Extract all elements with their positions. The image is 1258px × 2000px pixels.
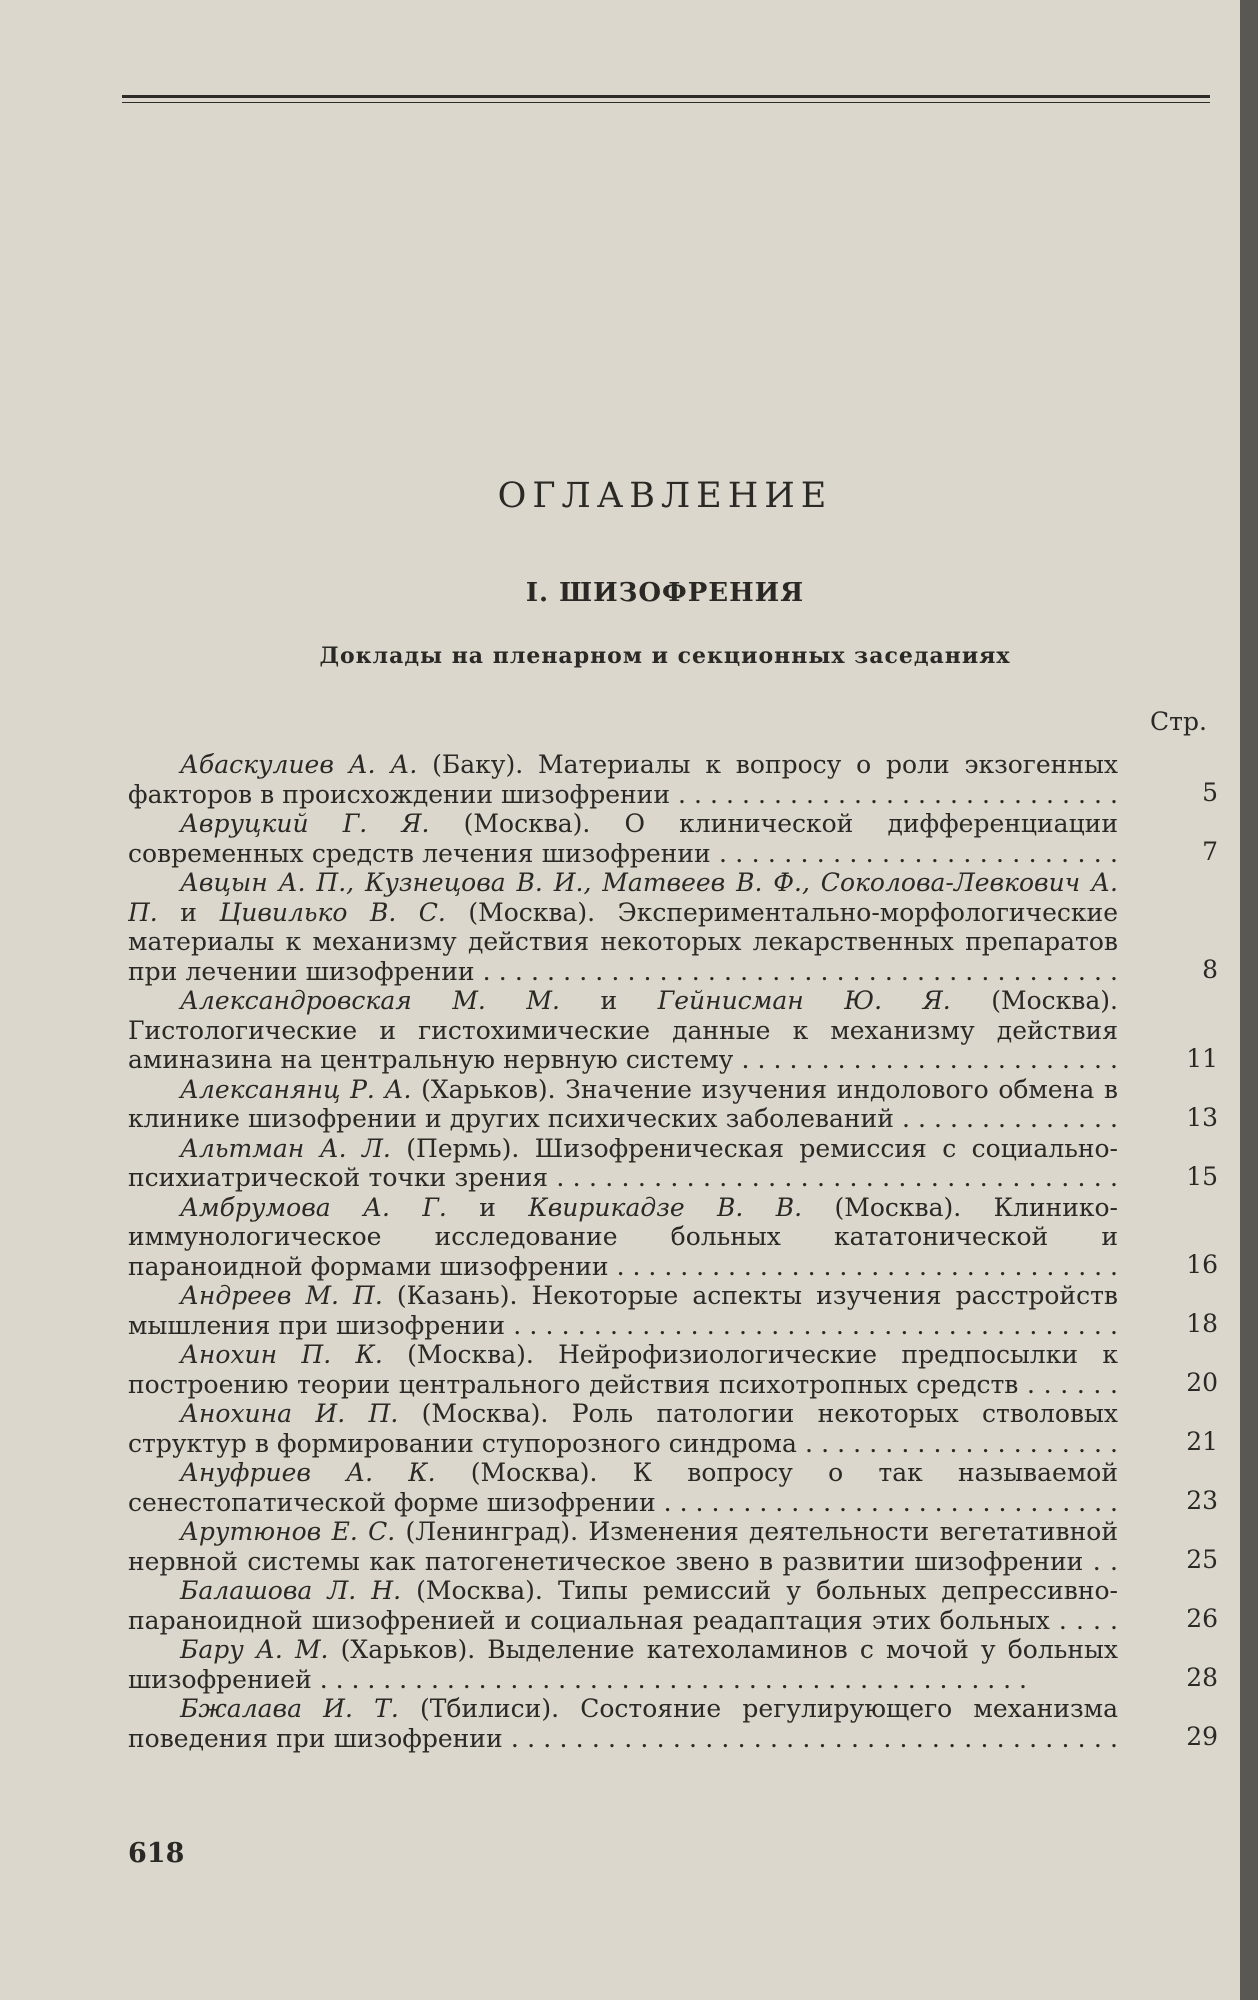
toc-entry-title: (Казань). Некоторые аспекты изучения расстройств мышления при шизофрении — [128, 1281, 1118, 1340]
toc-entry-authors: Абаскулиев А. А. — [180, 750, 418, 779]
toc-entry-page: 16 — [1186, 1250, 1218, 1279]
toc-entry-conjunction: и — [559, 986, 658, 1015]
toc-entry[interactable] — [128, 1193, 1218, 1282]
toc-entry-text — [128, 1075, 1118, 1134]
toc-entry-text — [128, 1281, 1118, 1340]
toc-entry[interactable] — [128, 1340, 1218, 1399]
toc-entry[interactable] — [128, 1576, 1218, 1635]
toc-entry-title: (Ленинград). Изменения деятельности вегетативной нервной системы как патогенетическое звено в развитии шизофрении — [128, 1517, 1118, 1576]
toc-entry-authors-2: Гейнисман Ю. Я. — [657, 986, 951, 1015]
toc-entry-text — [128, 1694, 1118, 1753]
toc-entry-title: (Москва). Клинико-иммунологическое исследование больных кататонической и параноидной формами шизофрении — [128, 1192, 1118, 1281]
toc-entry[interactable] — [128, 986, 1218, 1075]
header-rule-thin — [122, 102, 1210, 103]
toc-entry-page: 8 — [1202, 955, 1218, 984]
toc-entry-authors: Анохин П. К. — [180, 1340, 383, 1369]
toc-entry[interactable] — [128, 1134, 1218, 1193]
toc-entry-title: (Москва). Экспериментально-морфологические материалы к механизму действия некоторых лекарственных препаратов при лечении шизофрении — [128, 897, 1118, 986]
section-subtitle: Доклады на пленарном и секционных заседаниях — [319, 643, 1011, 669]
toc-entry-title: (Москва). Роль патологии некоторых стволовых структур в формировании ступорозного синдрома — [128, 1399, 1118, 1458]
toc-entry-page: 5 — [1202, 778, 1218, 807]
toc-entry-authors: Александровская М. М. — [180, 986, 560, 1015]
toc-entry[interactable] — [128, 1635, 1218, 1694]
toc-entry-title: (Харьков). Выделение катехоламинов с мочой у больных шизофренией — [128, 1635, 1118, 1694]
toc-entry-text — [128, 1134, 1118, 1193]
toc-entry-text — [128, 1458, 1118, 1517]
toc-entry-title: (Москва). Типы ремиссий у больных депрессивно-параноидной шизофренией и социальная реадаптация этих больных — [128, 1576, 1118, 1635]
toc-entry-authors: Амбрумова А. Г. — [180, 1192, 447, 1222]
toc-entry-page: 15 — [1186, 1161, 1218, 1191]
toc-entry[interactable] — [128, 868, 1218, 986]
toc-entry-text — [128, 986, 1118, 1075]
toc-entry[interactable] — [128, 1399, 1218, 1458]
toc-entry-authors-2: Квирикадзе В. В. — [528, 1192, 803, 1222]
toc-entry-authors: Алексанянц Р. А. — [180, 1074, 412, 1104]
toc-entry[interactable] — [128, 1694, 1218, 1753]
toc-entry-authors: Балашова Л. Н. — [180, 1576, 402, 1605]
toc-entry-authors: Арутюнов Е. С. — [180, 1517, 396, 1546]
toc-entry-page: 13 — [1186, 1102, 1218, 1132]
toc-entry[interactable] — [128, 1458, 1218, 1517]
toc-entry-page: 26 — [1186, 1604, 1218, 1633]
toc-entry-text — [128, 1635, 1118, 1694]
toc-entry-title: (Москва). Нейрофизиологические предпосылки к построению теории центрального действия психотропных средств — [128, 1340, 1118, 1399]
toc-entry-text — [128, 750, 1118, 809]
toc-entry-text — [128, 1340, 1118, 1399]
toc-entry-text — [128, 1576, 1118, 1635]
toc-entry-authors: Альтман А. Л. — [180, 1133, 391, 1163]
toc-entry-text — [128, 1399, 1118, 1458]
toc-title: ОГЛАВЛЕНИЕ — [497, 476, 833, 516]
toc-entry-text — [128, 809, 1118, 868]
toc-entry-page: 25 — [1186, 1545, 1218, 1574]
toc-entry-title: (Москва). О клинической дифференциации современных средств лечения шизофрении — [128, 809, 1118, 868]
toc-list — [128, 750, 1218, 1753]
page-column-label: Стр. — [1150, 707, 1207, 736]
header-rule-thick — [122, 95, 1210, 98]
toc-entry-title: (Баку). Материалы к вопросу о роли экзогенных факторов в происхождении шизофрении — [128, 750, 1118, 809]
toc-entry-authors: Анохина И. П. — [180, 1399, 399, 1428]
toc-entry[interactable] — [128, 809, 1218, 868]
page-number: 618 — [128, 1838, 185, 1869]
toc-entry-authors: Бжалава И. Т. — [180, 1694, 399, 1723]
toc-entry-page: 23 — [1186, 1486, 1218, 1515]
toc-entry-authors: Андреев М. П. — [180, 1281, 383, 1310]
toc-entry[interactable] — [128, 1517, 1218, 1576]
toc-entry[interactable] — [128, 750, 1218, 809]
toc-entry-text — [128, 868, 1118, 986]
toc-entry-authors: Авруцкий Г. Я. — [180, 809, 430, 838]
toc-entry-title: (Пермь). Шизофреническая ремиссия с социально-психиатрической точки зрения — [128, 1133, 1118, 1192]
toc-entry[interactable] — [128, 1281, 1218, 1340]
toc-entry-conjunction: и — [446, 1192, 529, 1222]
toc-entry-page: 20 — [1186, 1368, 1218, 1397]
toc-entry[interactable] — [128, 1075, 1218, 1134]
toc-entry-authors: Авцын А. П., Кузнецова В. И., Матвеев В. Ф., Соколова-Левкович А. П. — [128, 868, 1118, 927]
toc-entry-page: 18 — [1186, 1309, 1218, 1338]
section-heading: I. ШИЗОФРЕНИЯ — [525, 578, 805, 608]
toc-entry-page: 29 — [1186, 1722, 1218, 1751]
toc-entry-title: (Харьков). Значение изучения индолового обмена в клинике шизофрении и других психических заболеваний — [128, 1074, 1118, 1133]
toc-entry-authors-2: Цивилько В. С. — [219, 897, 446, 927]
toc-entry-page: 28 — [1186, 1663, 1218, 1692]
toc-entry-title: (Москва). Гистологические и гистохимические данные к механизму действия аминазина на центральную нервную систему — [128, 986, 1118, 1074]
toc-entry-title: (Тбилиси). Состояние регулирующего механизма поведения при шизофрении — [128, 1694, 1118, 1753]
toc-entry-authors: Ануфриев А. К. — [180, 1458, 436, 1487]
toc-entry-conjunction: и — [157, 897, 220, 927]
toc-entry-page: 11 — [1186, 1043, 1218, 1073]
toc-entry-page: 21 — [1186, 1427, 1218, 1456]
toc-entry-text — [128, 1193, 1118, 1282]
toc-entry-title: (Москва). К вопросу о так называемой сенестопатической форме шизофрении — [128, 1458, 1118, 1517]
toc-entry-text — [128, 1517, 1118, 1576]
toc-entry-authors: Бару А. М. — [180, 1635, 329, 1664]
toc-entry-page: 7 — [1202, 837, 1218, 866]
